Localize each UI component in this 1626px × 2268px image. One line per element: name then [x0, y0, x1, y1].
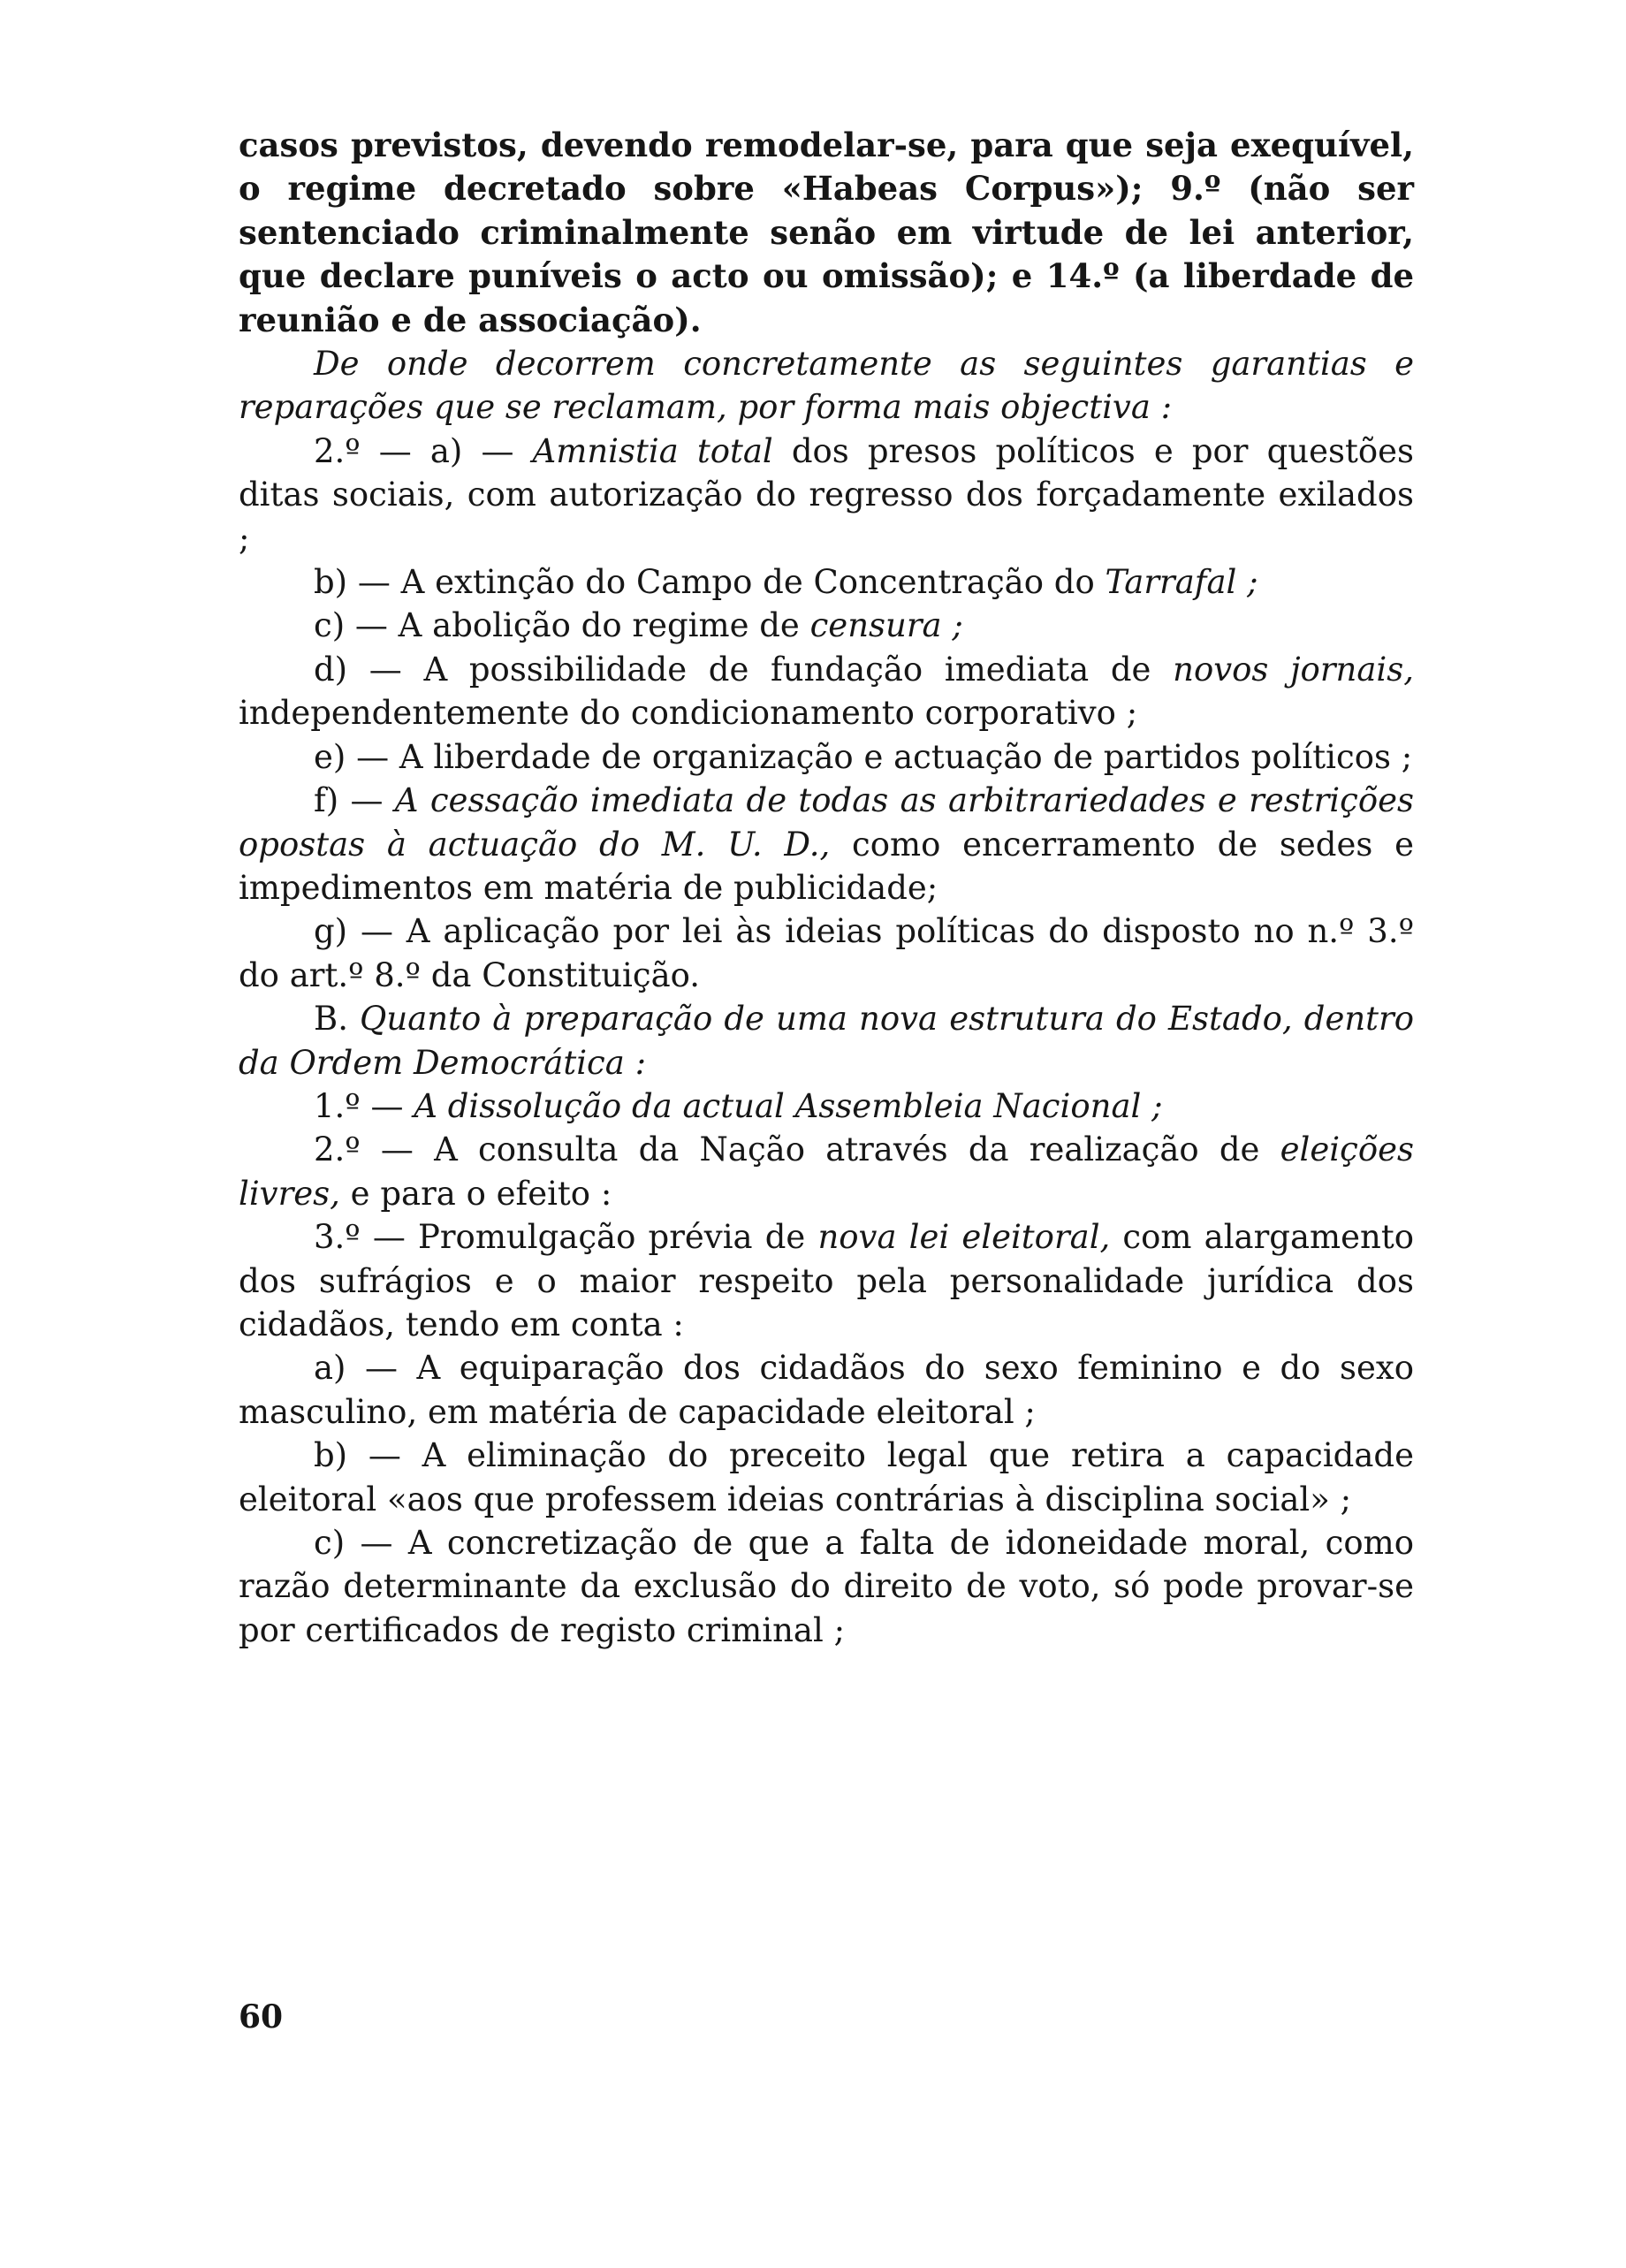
text-span: dos presos políticos e por questões ditas sociais, com autorização do regresso dos forçadamente exilados ; [239, 431, 1415, 558]
text-span: f) — [314, 781, 395, 820]
paragraph-moral-suitability [239, 1521, 1414, 1652]
emphasis-span: Quanto à preparação de uma nova estrutura do Estado, dentro da Ordem Democrática : [239, 1000, 1414, 1082]
text-span: d) — A possibilidade de fundação imediata de [314, 650, 1174, 689]
paragraph-electoral-law [239, 1215, 1414, 1346]
text-span: 1.º — [314, 1086, 414, 1125]
text-span: 2.º — a) — [314, 431, 533, 470]
emphasis-span: eleições livres, [239, 1130, 1414, 1213]
text-span: e para o efeito : [339, 1174, 612, 1213]
text-span: casos previstos, devendo remodelar-se, para que seja exequível, o regime decretado sobre «Habeas Corpus»); 9.º (não ser sentenciado criminalmente senão em virtude de lei anterior, que declare puníveis o acto ou omissão); e 14.º (a liberdade de reunião e de associação). [239, 126, 1414, 339]
text-span: independentemente do condicionamento corporativo ; [239, 694, 1138, 733]
text-span: c) — A concretização de que a falta de idoneidade moral, como razão determinante da exclusão do direito de voto, só pode provar-se por certificados de registo criminal ; [239, 1524, 1414, 1649]
text-span: com alargamento dos sufrágios e o maior respeito pela personalidade jurídica dos cidadãos, tendo em conta : [239, 1218, 1414, 1343]
text-span: e) — A liberdade de organização e actuação de partidos políticos ; [314, 737, 1413, 776]
paragraph-parties [239, 735, 1414, 779]
emphasis-span: novos jornais, [1173, 650, 1414, 689]
paragraph-section-b [239, 997, 1414, 1085]
text-span: b) — A extinção do Campo de Concentração do [314, 563, 1106, 602]
paragraph-dissolution [239, 1085, 1414, 1128]
paragraph-amnesty [239, 430, 1414, 560]
text-span: De onde decorrem concretamente as seguintes garantias e reparações que se reclamam, por forma mais objectiva : [239, 345, 1414, 427]
page-body [239, 124, 1414, 1652]
text-span: a) — A equiparação dos cidadãos do sexo feminino e do sexo masculino, em matéria de capacidade eleitoral ; [239, 1349, 1414, 1431]
text-span: g) — A aplicação por lei às ideias políticas do disposto no n.º 3.º do art.º 8.º da Constituição. [239, 912, 1414, 994]
paragraph-censorship [239, 604, 1414, 647]
paragraph-gender-equality [239, 1346, 1414, 1434]
paragraph-newspapers [239, 648, 1414, 735]
paragraph-free-elections [239, 1128, 1414, 1215]
emphasis-span: censura ; [809, 606, 963, 645]
page-number: 60 [239, 1998, 284, 2036]
emphasis-span: nova lei eleitoral, [817, 1218, 1111, 1257]
paragraph-constitution [239, 909, 1414, 997]
text-span: 3.º — Promulgação prévia de [314, 1218, 818, 1257]
emphasis-span: A cessação imediata de todas as arbitrariedades e restrições opostas à actuação do M. U. D., [239, 781, 1414, 864]
text-span: c) — A abolição do regime de [314, 606, 810, 645]
paragraph-continuation [239, 124, 1414, 342]
emphasis-span: A dissolução da actual Assembleia Nacional ; [414, 1086, 1163, 1125]
text-span: b) — A eliminação do preceito legal que retira a capacidade eleitoral «aos que professem ideias contrárias à disciplina social» ; [239, 1436, 1414, 1518]
paragraph-social-discipline [239, 1434, 1414, 1521]
text-span: como encerramento de sedes e impedimentos em matéria de publicidade; [239, 825, 1414, 907]
paragraph-intro-guarantees [239, 342, 1414, 430]
paragraph-tarrafal [239, 560, 1414, 604]
emphasis-span: Amnistia total [532, 431, 773, 470]
emphasis-span: Tarrafal ; [1105, 563, 1258, 602]
paragraph-mud-restrictions [239, 779, 1414, 909]
text-span: 2.º — A consulta da Nação através da realização de [314, 1130, 1280, 1169]
text-span: B. [314, 1000, 361, 1039]
